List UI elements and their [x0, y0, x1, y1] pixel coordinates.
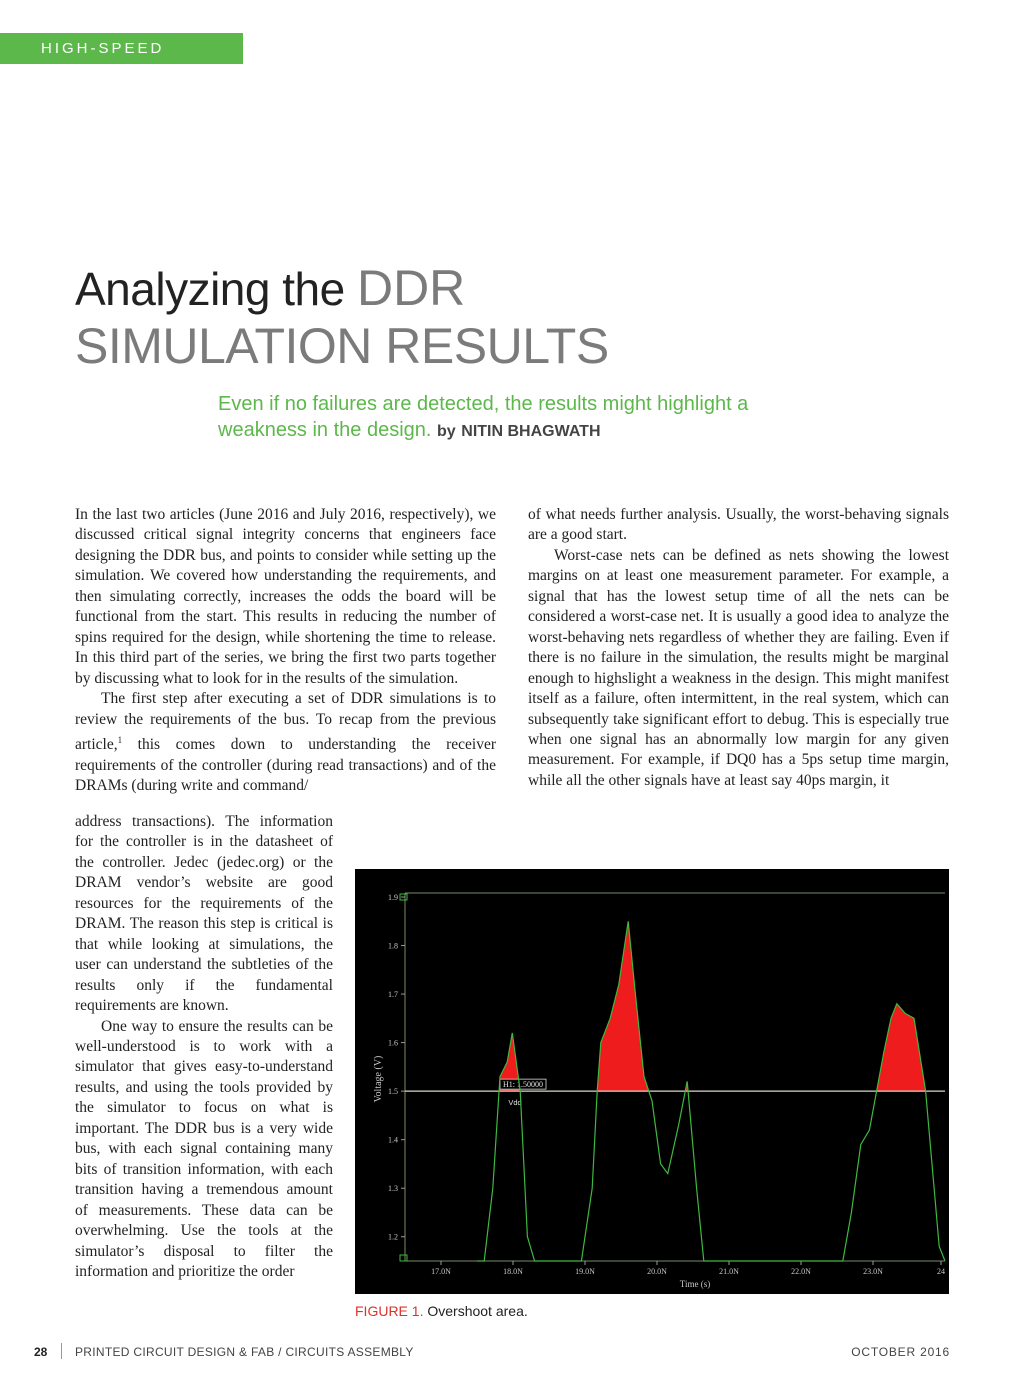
title-line2: SIMULATION RESULTS	[75, 318, 609, 374]
y-tick-label: 1.7	[388, 990, 398, 1000]
section-tag-prefix: HIGH-SPEED	[41, 40, 165, 57]
x-tick-label: 22.0N	[791, 1267, 811, 1276]
y-tick-label: 1.3	[388, 1184, 398, 1194]
byline-author: NITIN BHAGWATH	[461, 423, 601, 440]
marker-label: H1: 1.50000	[503, 1080, 543, 1090]
waveform-chart	[355, 869, 949, 1294]
y-tick-label: 1.6	[388, 1038, 398, 1048]
title-line1-part2: DDR	[356, 260, 466, 316]
y-tick-label: 1.9	[388, 893, 398, 902]
body-paragraph	[75, 689, 496, 796]
body-paragraph: In the last two articles (June 2016 and July 2016, respectively), we discussed critical signal integrity concerns that engineers face designing the DDR bus, and points to consider while setting up the simulation. We covered how understanding the requirements, and then simulating correctly, increases the odds the board will be functional from the start. This results in reducing the number of spins required for the design, while shortening the time to release. In this third part of the series, we bring the first two parts together by discussing what to look for in the results of the simulation.	[75, 506, 496, 687]
figure-label: FIGURE 1.	[355, 1303, 424, 1319]
byline-prefix: by	[437, 423, 456, 440]
body-paragraph: address transactions). The information for the controller is in the datasheet of the controller. Jedec (jedec.org) or the DRAM vendor’s website are good resources for the requirements of the DRAM. The reason this step is critical is that while looking at simulations, the user can understand the subtleties of the results only if the fundamental requirements are known.	[75, 813, 333, 1015]
body-paragraph: of what needs further analysis. Usually, the worst-behaving signals are a good start.	[528, 506, 949, 544]
footnote-ref: 1	[117, 734, 123, 745]
x-tick-label: 20.0N	[647, 1267, 667, 1276]
body-text: this comes down to understanding the receiver requirements of the controller (during read transactions) and of the DRAMs (during write and command/	[75, 736, 496, 795]
page-number: 28	[34, 1345, 48, 1359]
y-tick-label: 1.5	[388, 1087, 398, 1097]
y-tick-label: 1.8	[388, 941, 398, 951]
publication-name: PRINTED CIRCUIT DESIGN & FAB / CIRCUITS ASSEMBLY	[75, 1345, 414, 1359]
y-tick-label: 1.2	[388, 1232, 398, 1242]
y-axis-label: Voltage (V)	[373, 1055, 384, 1103]
issue-date: OCTOBER 2016	[851, 1345, 950, 1359]
x-tick-label: 18.0N	[503, 1267, 523, 1276]
deck-text: Even if no failures are detected, the results might highlight a weakness in the design.	[218, 393, 749, 441]
x-tick-label: 23.0N	[863, 1267, 883, 1276]
figure-waveform	[355, 869, 949, 1294]
x-axis-label: Time (s)	[679, 1279, 711, 1289]
x-tick-label: 17.0N	[431, 1267, 451, 1276]
body-column-left-bottom	[75, 812, 333, 1282]
marker-name: Vdd	[508, 1098, 522, 1108]
section-tag-bold: DESIGN	[41, 71, 117, 88]
figure-caption	[355, 1303, 528, 1319]
body-text: The first step after executing a set of DDR simulations is to review the requirements of the bus. To recap from the previous article,	[75, 690, 496, 754]
x-tick-label: 19.0N	[575, 1267, 595, 1276]
x-tick-label: 24	[937, 1267, 945, 1276]
x-tick-label: 21.0N	[719, 1267, 739, 1276]
article-deck	[218, 391, 838, 445]
body-column-left-top	[75, 505, 496, 797]
y-tick-label: 1.4	[388, 1135, 398, 1145]
y-scroll-bottom-icon	[400, 1255, 407, 1261]
body-paragraph: One way to ensure the results can be well-understood is to work with a simulator that gives easy-to-understand results, and using the tools provided by the simulator to focus on what is important. The DDR bus is a very wide bus, with each signal containing many bits of transition information, with each transition having a tremendous amount of measurements. These data can be overwhelming. Use the tools at the simulator’s disposal to filter the information and prioritize the order	[75, 1017, 333, 1280]
section-tag	[0, 33, 243, 88]
title-line1-part1: Analyzing the	[75, 263, 357, 315]
body-paragraph: Worst-case nets can be defined as nets showing the lowest margins on at least one measurement parameter. For example, a signal that has the lowest setup time of all the nets can be considered a worst-case net. It is usually a good idea to analyze the worst-behaving nets regardless of whether they are failing. Even if there is no failure in the simulation, the results might be marginal enough to highslight a weakness in the design. This might manifest itself as a failure, often intermittent, in the real system, which can subsequently take significant effort to debug. This is especially true when one signal has an abnormally low margin for any given measurement. For example, if DQ0 has a 5ps setup time margin, while all the other signals have at least say 40ps margin, it	[528, 546, 949, 789]
article-title	[75, 262, 609, 372]
overshoot-area	[499, 921, 649, 1091]
body-column-right	[528, 505, 949, 791]
footer-divider	[61, 1343, 62, 1359]
figure-caption-text: Overshoot area.	[423, 1303, 528, 1319]
